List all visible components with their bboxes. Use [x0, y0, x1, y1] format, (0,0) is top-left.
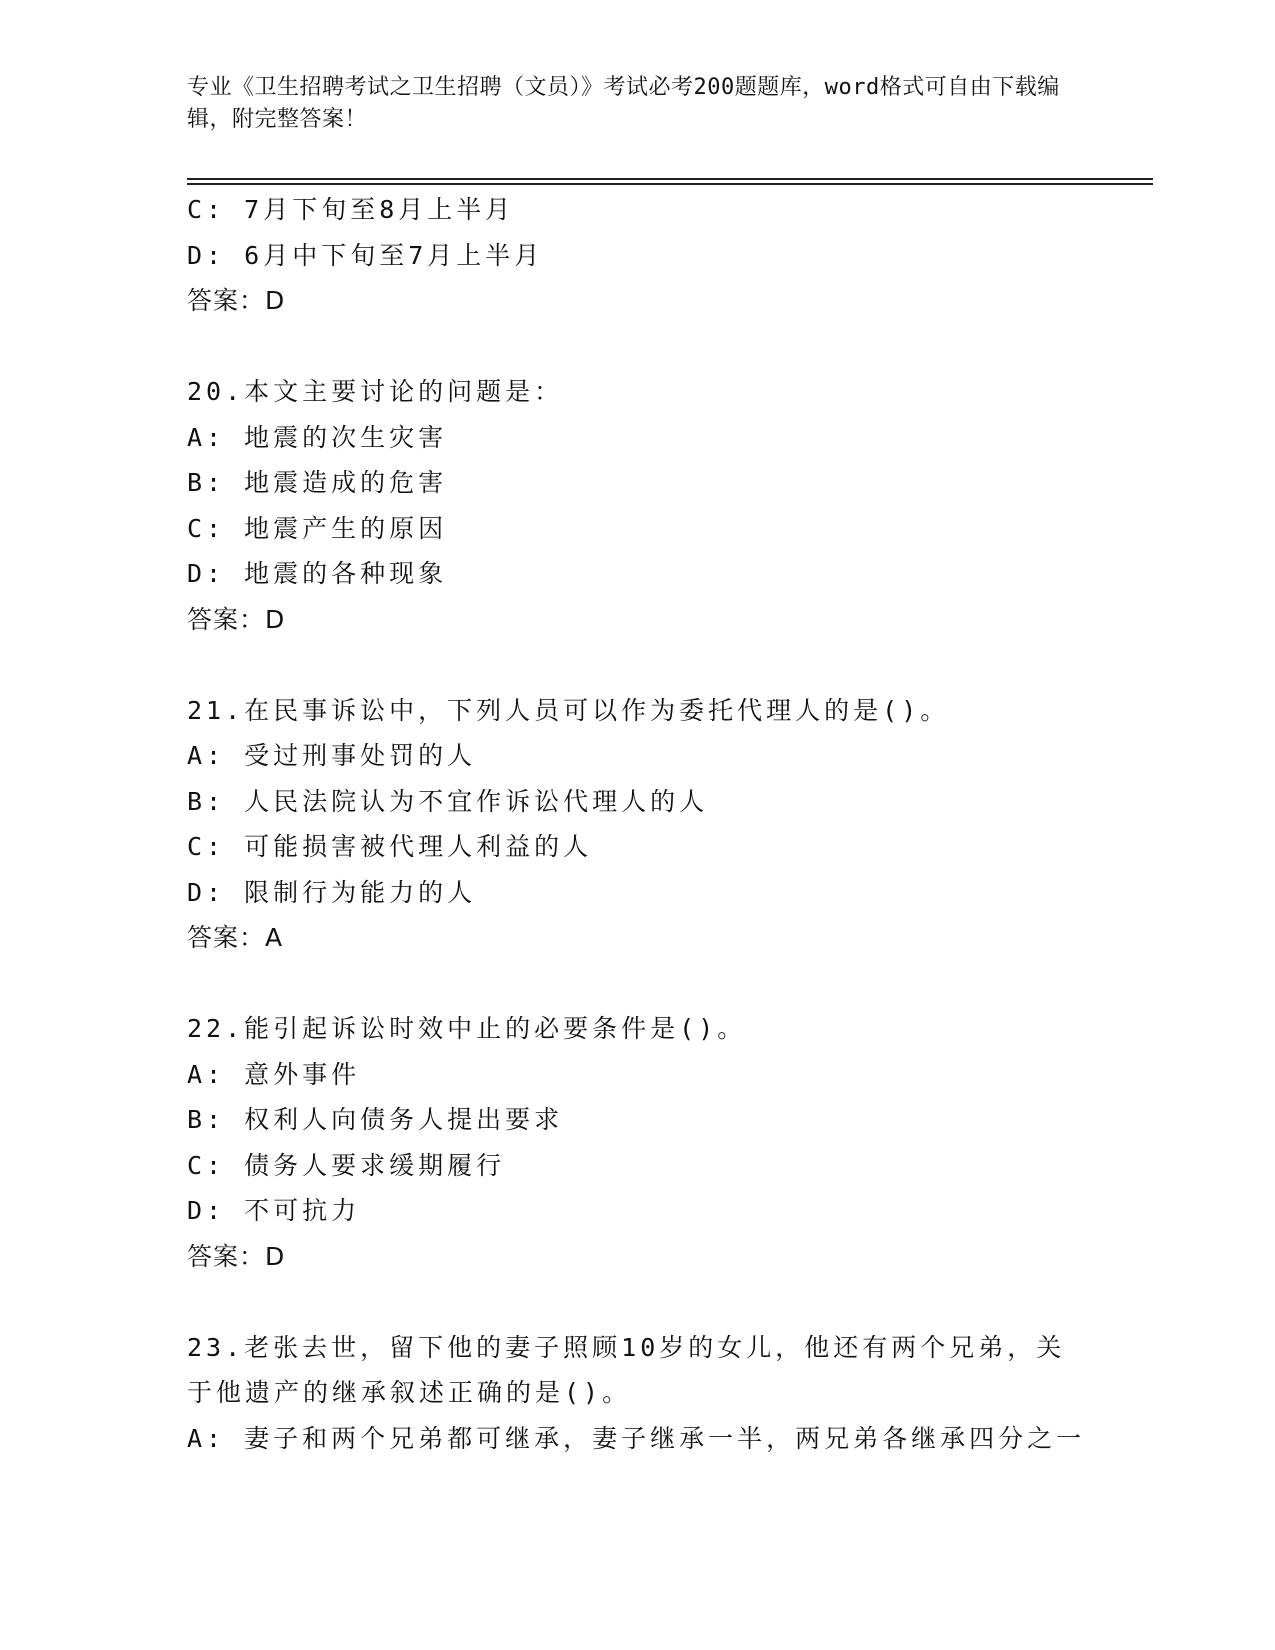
spacer	[187, 961, 1087, 1007]
question-stem-line-2: 于他遗产的继承叙述正确的是()。	[187, 1378, 632, 1407]
question-22	[187, 1006, 1087, 1279]
option-a: A: 受过刑事处罚的人	[187, 741, 477, 770]
option-a: A: 地震的次生灾害	[187, 422, 448, 452]
answer-line: 答案：D	[187, 604, 286, 634]
document-body	[187, 187, 1087, 1461]
question-21	[187, 688, 1087, 961]
header-rule-bottom	[187, 183, 1153, 185]
question-20	[187, 369, 1087, 642]
option-b: B: 地震造成的危害	[187, 468, 448, 497]
option-c: C: 7月下旬至8月上半月	[187, 195, 515, 224]
document-header: 专业《卫生招聘考试之卫生招聘（文员）》考试必考200题题库，word格式可自由下载编辑，附完整答案！	[187, 75, 1060, 132]
option-d: D: 不可抗力	[187, 1196, 361, 1225]
question-stem-line-1: 23.老张去世，留下他的妻子照顾10岁的女儿，他还有两个兄弟，关	[187, 1332, 1066, 1362]
option-a: A: 妻子和两个兄弟都可继承，妻子继承一半，两兄弟各继承四分之一	[187, 1423, 1086, 1453]
option-d: D: 6月中下旬至7月上半月	[187, 240, 544, 270]
option-d: D: 地震的各种现象	[187, 559, 448, 588]
question-stem: 21.在民事诉讼中，下列人员可以作为委托代理人的是()。	[187, 695, 950, 725]
option-b: B: 权利人向债务人提出要求	[187, 1105, 564, 1134]
spacer	[187, 324, 1087, 370]
question-stem: 22.能引起诉讼时效中止的必要条件是()。	[187, 1014, 747, 1043]
option-c: C: 债务人要求缓期履行	[187, 1150, 506, 1180]
option-c: C: 可能损害被代理人利益的人	[187, 832, 593, 861]
option-a: A: 意外事件	[187, 1059, 361, 1089]
answer-line: 答案：A	[187, 923, 284, 952]
question-stem: 20.本文主要讨论的问题是：	[187, 377, 564, 406]
answer-line: 答案：D	[187, 1241, 286, 1271]
option-b: B: 人民法院认为不宜作诉讼代理人的人	[187, 786, 709, 816]
question-23	[187, 1325, 1087, 1462]
option-c: C: 地震产生的原因	[187, 513, 448, 543]
header-rule-top	[187, 178, 1153, 180]
spacer	[187, 1279, 1087, 1325]
option-d: D: 限制行为能力的人	[187, 877, 477, 907]
question-19-continued	[187, 187, 1087, 324]
spacer	[187, 642, 1087, 688]
answer-line: 答案：D	[187, 286, 286, 315]
